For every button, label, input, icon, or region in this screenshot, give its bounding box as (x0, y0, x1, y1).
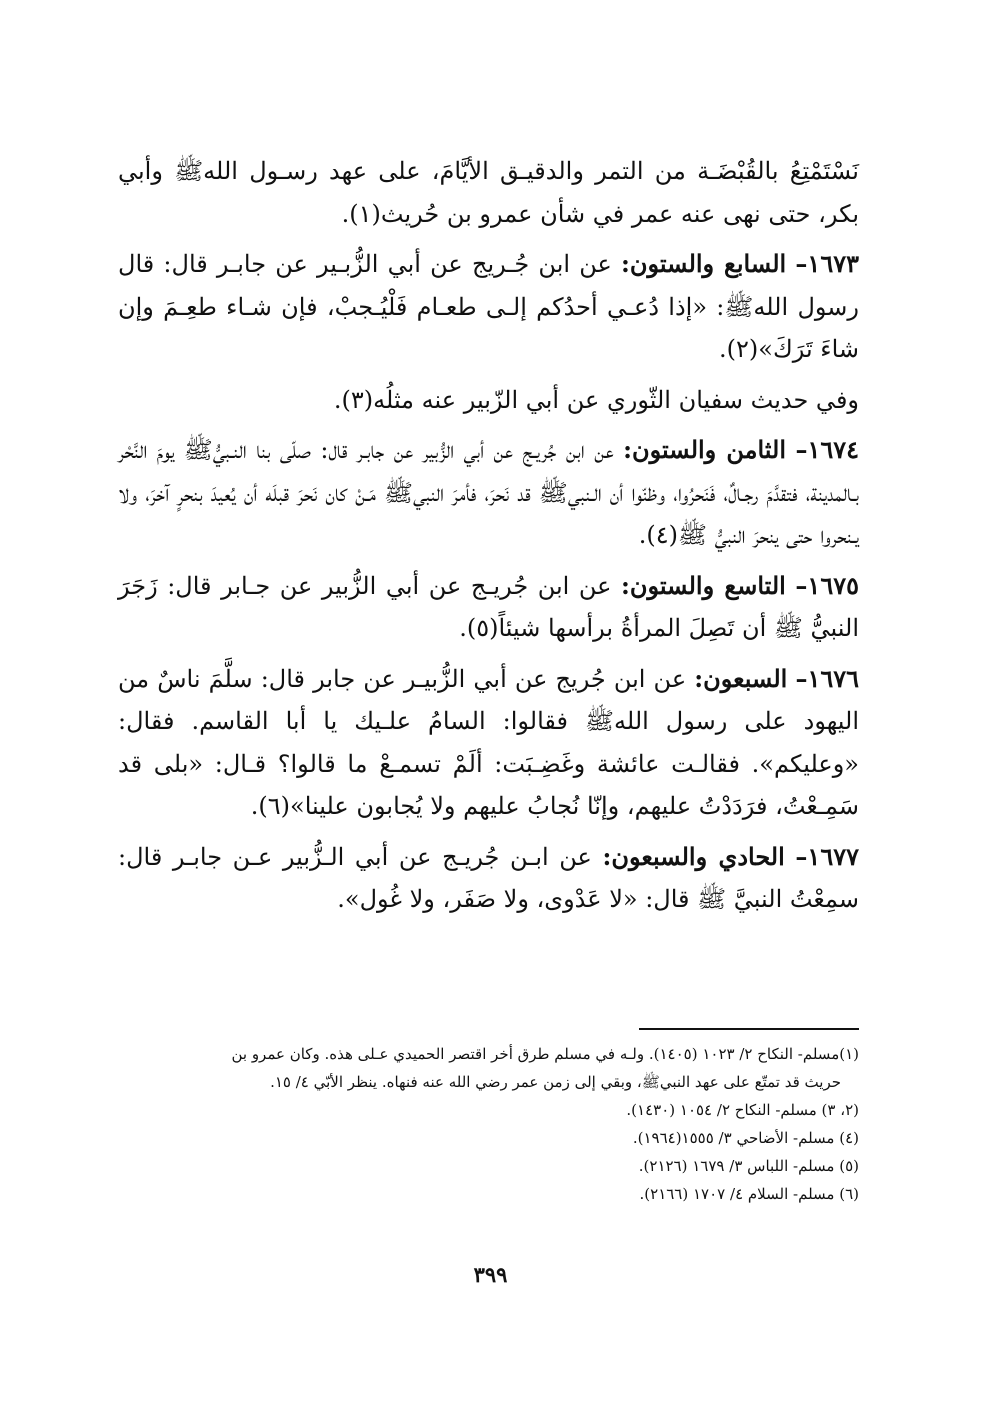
hadith-title: السبعون: (694, 663, 788, 693)
hadith-body: عن ابن جُريـج عن أبي الزُّبير عن جابـر قال: صلّى بنا النـبيُّﷺ يومَ النَّحْر بـالمدينة، فتقدَّمَ رجـالٌ، فَنَحرُوا، وظنّوا أن الـنبيﷺ قد نَحرَ، فأمرَ النبيﷺ مَـنْ كان نَحرَ قبلَه أن يُعيدَ بنحرٍ آخرَ، ولا يـنحروا حتى ينحرَ النبيُّ ﷺ(٤). (118, 436, 859, 549)
paragraph-thawri (118, 379, 859, 422)
footnotes (118, 1040, 859, 1208)
hadith-1675 (118, 565, 859, 650)
hadith-title: التاسع والستون: (621, 570, 786, 600)
hadith-1676 (118, 658, 859, 828)
footnote-4: (٤) مسلم- الأضاحي ٣/ ١٥٥٥(١٩٦٤). (632, 1129, 859, 1147)
footnote-2-3: (٢، ٣) مسلم- النكاح ٢/ ١٠٥٤ (١٤٣٠). (626, 1101, 859, 1119)
hadith-body: عن ابن جُريج عن أبي الزُّبيـر عن جابر قال: سلَّمَ ناسٌ من اليهود على رسول اللهﷺ فقالوا: السامُ علـيك يا أبا القاسم. فقال: «وعليكم». فقالـت عائشة وغَضِـبَت: ألَمْ تسمـعْ ما قالوا؟ قـال: «بلى قد سَمِـعْتُ، فرَدَدْتُ عليهم، وإنّا نُجابُ عليهم ولا يُجابون علينا»(٦). (118, 664, 859, 820)
paragraph-continuation (118, 150, 859, 235)
hadith-body: عن ابـن جُريـج عن أبي الـزُّبير عـن جابـر قال: سمِعْتُ النبيَّ ﷺ قال: «لا عَدْوى، ولا صَفَر، ولا غُول». (118, 842, 859, 913)
page-number: ٣٩٩ (473, 1262, 508, 1287)
hadith-body: عن ابن جُـريج عن أبي الزُّبـير عن جابـر قال: قال رسول اللهﷺ: «إذا دُعـي أحدُكم إلـى طعـام فَلْيُـجبْ، فإن شـاء طعِـمَ وإن شاءَ تَرَكَ»(٢). (118, 250, 859, 363)
main-text (118, 150, 859, 929)
footnote-6: (٦) مسلم- السلام ٤/ ١٧٠٧ (٢١٦٦). (639, 1185, 859, 1203)
footnote-5: (٥) مسلم- اللباس ٣/ ١٦٧٩ (٢١٢٦). (638, 1157, 859, 1175)
hadith-title: الثامن والستون: (623, 435, 787, 464)
hadith-number: ١٦٧٣– (795, 249, 859, 278)
paragraph-body: نَسْتَمْتِعُ بالقُبْضَـة من التمر والدقيـق الأيَّامَ، على عهد رسـول اللهﷺ وأبي بكر، حتى نهى عنه عمر في شأن عمرو بن حُريث(١). (118, 157, 859, 228)
hadith-number: ١٦٧٥– (795, 570, 859, 600)
hadith-title: السابع والستون: (621, 249, 787, 278)
hadith-title: الحادي والسبعون: (602, 841, 785, 871)
hadith-body: عن ابن جُريـج عن أبي الزُّبير عن جـابر قال: زَجَرَ النبيُّ ﷺ أن تَصِلَ المرأةُ برأسها شيئاً(٥). (118, 571, 859, 642)
hadith-1673 (118, 243, 859, 371)
hadith-1677 (118, 836, 859, 921)
paragraph-body: وفي حديث سفيان الثّوري عن أبي الزّبير عنه مثلُه(٣). (333, 385, 859, 414)
footnote-1-continued: حريث قد تمتّع على عهد النبيﷺ، وبقي إلى زمن عمر رضي الله عنه فنهاه. ينظر الأبّي ٤/ ١٥. (270, 1073, 841, 1091)
footnote-separator (639, 1028, 859, 1030)
hadith-number: ١٦٧٦– (795, 663, 859, 693)
footnote-1: (١)مسلم- النكاح ٢/ ١٠٢٣ (١٤٠٥). ولـه في مسلم طرق أخر اقتصر الحميدي عـلى هذه. وكان عمرو بن (231, 1045, 859, 1063)
hadith-1674 (118, 429, 859, 557)
hadith-number: ١٦٧٧– (795, 841, 859, 871)
hadith-number: ١٦٧٤– (795, 435, 859, 464)
